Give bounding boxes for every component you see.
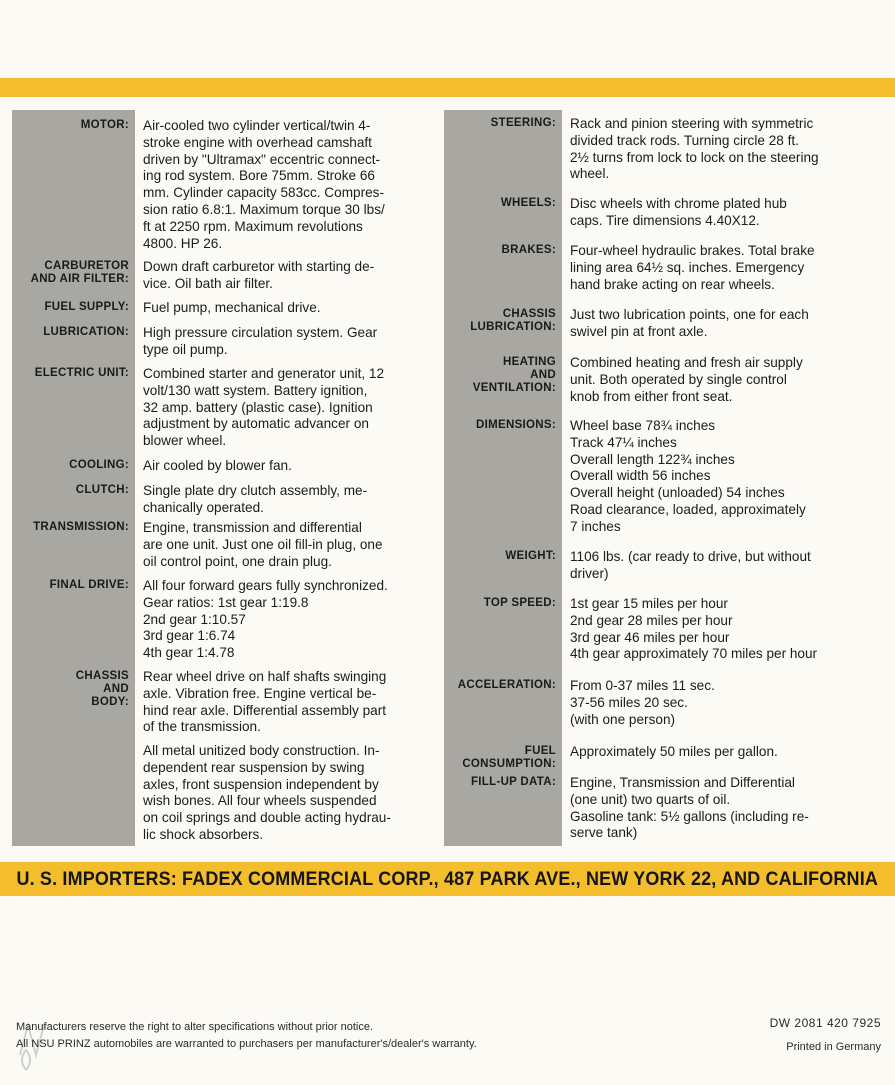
- spec-label: WHEELS:: [500, 197, 556, 209]
- spec-label: HEATING AND VENTILATION:: [472, 356, 556, 394]
- spec-label: FILL-UP DATA:: [470, 776, 556, 788]
- spec-value: Four-wheel hydraulic brakes. Total brake lining area 64½ sq. inches. Emergency hand brake acting on rear wheels.: [570, 243, 815, 292]
- spec-value: Rear wheel drive on half shafts swinging axle. Vibration free. Engine vertical be- hind rear axle. Differential assembly part of the transmission.: [143, 669, 387, 735]
- spec-label: MOTOR:: [80, 119, 129, 131]
- importer-banner-text: U. S. IMPORTERS: FADEX COMMERCIAL CORP., 487 PARK AVE., NEW YORK 22, AND CALIFORNIA: [16, 867, 879, 890]
- printed-in-notice: Printed in Germany: [786, 1041, 881, 1053]
- spec-label: ACCELERATION:: [457, 679, 556, 691]
- spec-value: Just two lubrication points, one for each swivel pin at front axle.: [570, 307, 809, 339]
- spec-value: All four forward gears fully synchronized. Gear ratios: 1st gear 1:19.8 2nd gear 1:10.57 3rd gear 1:6.74 4th gear 1:4.78: [143, 578, 388, 661]
- footer-notice-warranty: All NSU PRINZ automobiles are warranted to purchasers per manufacturer's/dealer's warranty.: [16, 1038, 477, 1050]
- footer-notice-specs: Manufacturers reserve the right to alter specifications without prior notice.: [16, 1021, 374, 1033]
- spec-label: BRAKES:: [501, 244, 556, 256]
- spec-label: DIMENSIONS:: [476, 419, 556, 431]
- spec-value: All metal unitized body construction. In- dependent rear suspension by swing axles, front suspension independent by wish bones. All four wheels suspended on coil springs and double acting hydrau- lic shock absorbers.: [143, 743, 391, 842]
- spec-value: 1st gear 15 miles per hour 2nd gear 28 miles per hour 3rd gear 46 miles per hour 4th gear approximately 70 miles per hour: [570, 596, 818, 662]
- label-column-background: [444, 110, 562, 846]
- spec-value: Air cooled by blower fan.: [143, 458, 292, 473]
- spec-value: 1106 lbs. (car ready to drive, but without driver): [570, 549, 811, 581]
- spec-label: CHASSIS AND BODY:: [75, 670, 129, 708]
- spec-label: TOP SPEED:: [483, 597, 556, 609]
- spec-label: CHASSIS LUBRICATION:: [470, 308, 556, 333]
- spec-value: Approximately 50 miles per gallon.: [570, 744, 778, 759]
- spec-value: Disc wheels with chrome plated hub caps. Tire dimensions 4.40X12.: [570, 196, 787, 228]
- spec-value: Rack and pinion steering with symmetric divided track rods. Turning circle 28 ft. 2½ turns from lock to lock on the steering wheel.: [570, 116, 819, 182]
- spec-label: COOLING:: [69, 459, 129, 471]
- spec-label: CLUTCH:: [75, 484, 129, 496]
- spec-label: STEERING:: [490, 117, 556, 129]
- spec-value: Engine, Transmission and Differential (one unit) two quarts of oil. Gasoline tank: 5½ gallons (including re- serve tank): [570, 775, 809, 841]
- spec-value: Air-cooled two cylinder vertical/twin 4- stroke engine with overhead camshaft driven by "Ultramax" eccentric connect- ing rod system. Bore 75mm. Stroke 66 mm. Cylinder capacity 583cc. Compres- sion ratio 6.8:1. Maximum torque 30 lbs/ ft at 2250 rpm. Maximum revolutions 4800. HP 26.: [143, 118, 385, 251]
- spec-label: FUEL CONSUMPTION:: [462, 745, 556, 770]
- spec-value: Combined heating and fresh air supply unit. Both operated by single control knob from either front seat.: [570, 355, 803, 404]
- document-code: DW 2081 420 7925: [769, 1016, 881, 1030]
- spec-value: Wheel base 78¾ inches Track 47¼ inches Overall length 122¾ inches Overall width 56 inches Overall height (unloaded) 54 inches Road clearance, loaded, approximately 7 inches: [570, 418, 806, 534]
- label-column-background: [12, 110, 135, 846]
- spec-value: Single plate dry clutch assembly, me- chanically operated.: [143, 483, 368, 515]
- spec-label: ELECTRIC UNIT:: [34, 367, 129, 379]
- spec-label: FINAL DRIVE:: [49, 579, 129, 591]
- spec-value: Down draft carburetor with starting de- vice. Oil bath air filter.: [143, 259, 375, 291]
- importer-banner: [0, 862, 895, 896]
- spec-label: TRANSMISSION:: [33, 521, 129, 533]
- spec-label: FUEL SUPPLY:: [44, 301, 129, 313]
- spec-value: Fuel pump, mechanical drive.: [143, 300, 321, 315]
- spec-value: Combined starter and generator unit, 12 volt/130 watt system. Battery ignition, 32 amp. battery (plastic case). Ignition adjustment by automatic advancer on blower wheel.: [143, 366, 385, 449]
- spec-label: WEIGHT:: [505, 550, 556, 562]
- spec-value: High pressure circulation system. Gear type oil pump.: [143, 325, 378, 357]
- spec-label: CARBURETOR AND AIR FILTER:: [30, 260, 129, 285]
- spec-value: From 0-37 miles 11 sec. 37-56 miles 20 sec. (with one person): [570, 678, 715, 727]
- top-accent-band: [0, 78, 895, 97]
- spec-label: LUBRICATION:: [43, 326, 129, 338]
- spec-value: Engine, transmission and differential are one unit. Just one oil fill-in plug, one oil control point, one drain plug.: [143, 520, 383, 569]
